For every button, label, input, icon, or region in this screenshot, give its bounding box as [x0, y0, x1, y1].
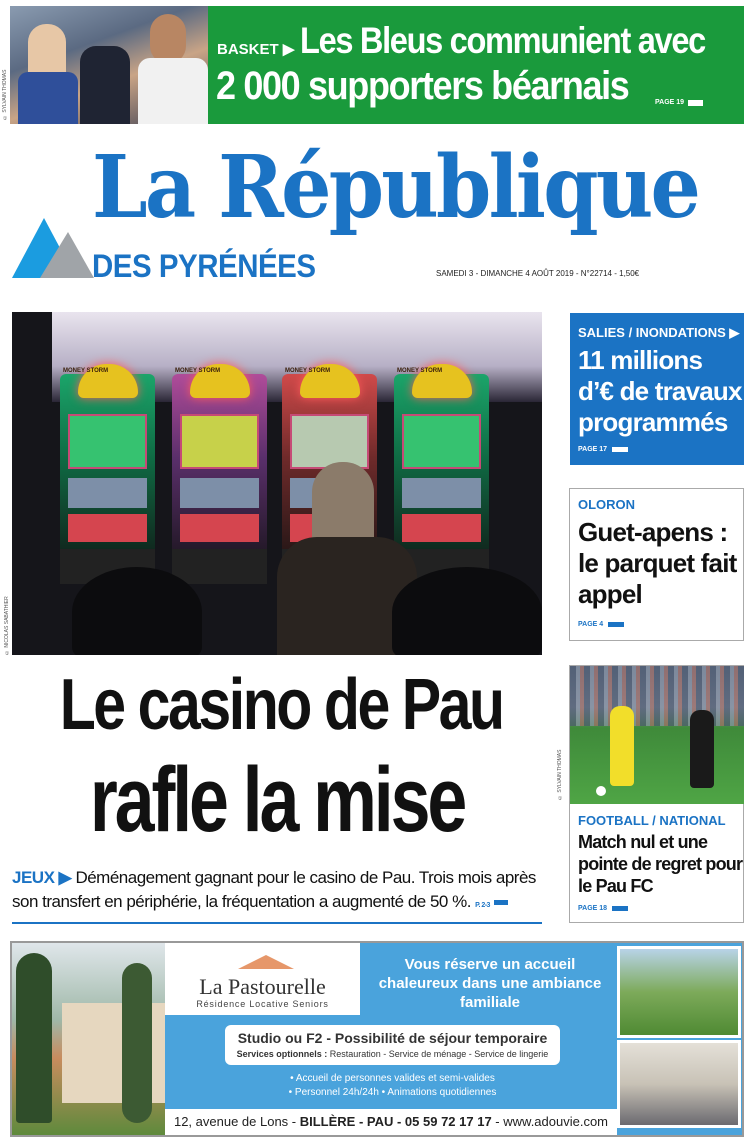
salies-page: PAGE 17 — [578, 446, 608, 453]
top-story-headline-line2[interactable]: 2 000 supporters béarnais — [216, 64, 629, 108]
ad-garden-photo — [617, 946, 741, 1038]
ad-activity-photo — [617, 1040, 741, 1128]
machine-toppers — [55, 366, 495, 380]
machine-topper-text: MONEY STORM — [285, 368, 331, 374]
ad-website[interactable]: - www.adouvie.com — [491, 1114, 609, 1129]
main-story-lead — [12, 866, 547, 918]
main-photo-credit: © NICOLAS SABATHIER — [4, 596, 10, 655]
machine-topper-text: MONEY STORM — [175, 368, 221, 374]
main-story-photo[interactable] — [12, 312, 542, 655]
top-story-photo — [10, 6, 208, 124]
ad-offer-services — [225, 1049, 560, 1059]
salies-teaser[interactable] — [570, 313, 744, 465]
ad-bullet: • Accueil de personnes valides et semi-valides — [290, 1073, 495, 1084]
ad-bullet: • Personnel 24h/24h • Animations quotidiennes — [288, 1087, 497, 1098]
page-marker — [612, 906, 628, 911]
ad-address-street: 12, avenue de Lons - — [173, 1114, 300, 1129]
football-photo[interactable] — [570, 666, 744, 804]
football-kicker: FOOTBALL / NATIONAL — [578, 813, 726, 828]
lead-text: Déménagement gagnant pour le casino de Pau. Trois mois après son transfert en périphérie, la fréquentation a augmenté de 50 %. — [12, 868, 536, 911]
ad-brand-sub: Résidence Locative Seniors — [196, 999, 329, 1009]
ad-address-city-phone: BILLÈRE - PAU - 05 59 72 17 17 — [299, 1114, 492, 1129]
divider — [12, 922, 542, 924]
top-story-headline-line1[interactable]: Les Bleus communient avec — [300, 20, 705, 61]
oloron-page: PAGE 4 — [578, 621, 604, 628]
top-story-page: PAGE 19 — [655, 99, 685, 106]
main-headline-line1[interactable]: Le casino de Pau — [59, 665, 503, 745]
page-marker — [688, 100, 703, 106]
football-photo-credit: © SYLVAIN THOMAS — [557, 749, 563, 800]
machine-topper-text: MONEY STORM — [63, 368, 109, 374]
masthead-subtitle: DES PYRÉNÉES — [92, 248, 316, 284]
ad-slogan: Vous réserve un accueil chaleureux dans une ambiance familiale — [378, 956, 602, 1011]
ad-services-list: Restauration - Service de ménage - Service de lingerie — [327, 1049, 549, 1059]
football-headline[interactable]: Match nul et une pointe de regret pour le Pau FC — [578, 832, 743, 896]
masthead-title[interactable]: La République — [92, 137, 699, 238]
salies-headline[interactable]: 11 millions d’€ de travaux programmés — [578, 345, 742, 437]
issue-date-line: SAMEDI 3 - DIMANCHE 4 AOÛT 2019 - N°22714 - 1,50€ — [436, 269, 640, 278]
lead-kicker: JEUX ▶ — [12, 868, 72, 887]
oloron-kicker: OLORON — [578, 497, 636, 512]
lead-page: P. 2-3 — [475, 902, 490, 909]
machine-topper-text: MONEY STORM — [397, 368, 443, 374]
ad-address[interactable] — [165, 1114, 617, 1129]
ad-mountain-icon — [238, 955, 294, 969]
page-marker — [608, 622, 624, 627]
top-photo-credit: © SYLVAIN THOMAS — [2, 69, 8, 120]
page-marker — [494, 900, 508, 905]
oloron-teaser[interactable] — [569, 488, 744, 641]
top-story-kicker: BASKET ▶ — [217, 41, 295, 58]
ad-services-label: Services optionnels : — [236, 1049, 328, 1059]
ad-brand: La Pastourelle — [199, 974, 326, 999]
mountain-logo-icon — [12, 214, 94, 278]
main-headline-line2[interactable]: rafle la mise — [89, 749, 465, 851]
ad-building-photo — [12, 943, 165, 1135]
ad-offer-title: Studio ou F2 - Possibilité de séjour temporaire — [237, 1030, 548, 1046]
football-page: PAGE 18 — [578, 905, 608, 912]
oloron-headline[interactable]: Guet-apens : le parquet fait appel — [578, 517, 737, 609]
salies-kicker: SALIES / INONDATIONS ▶ — [578, 325, 740, 340]
page-marker — [612, 447, 628, 452]
